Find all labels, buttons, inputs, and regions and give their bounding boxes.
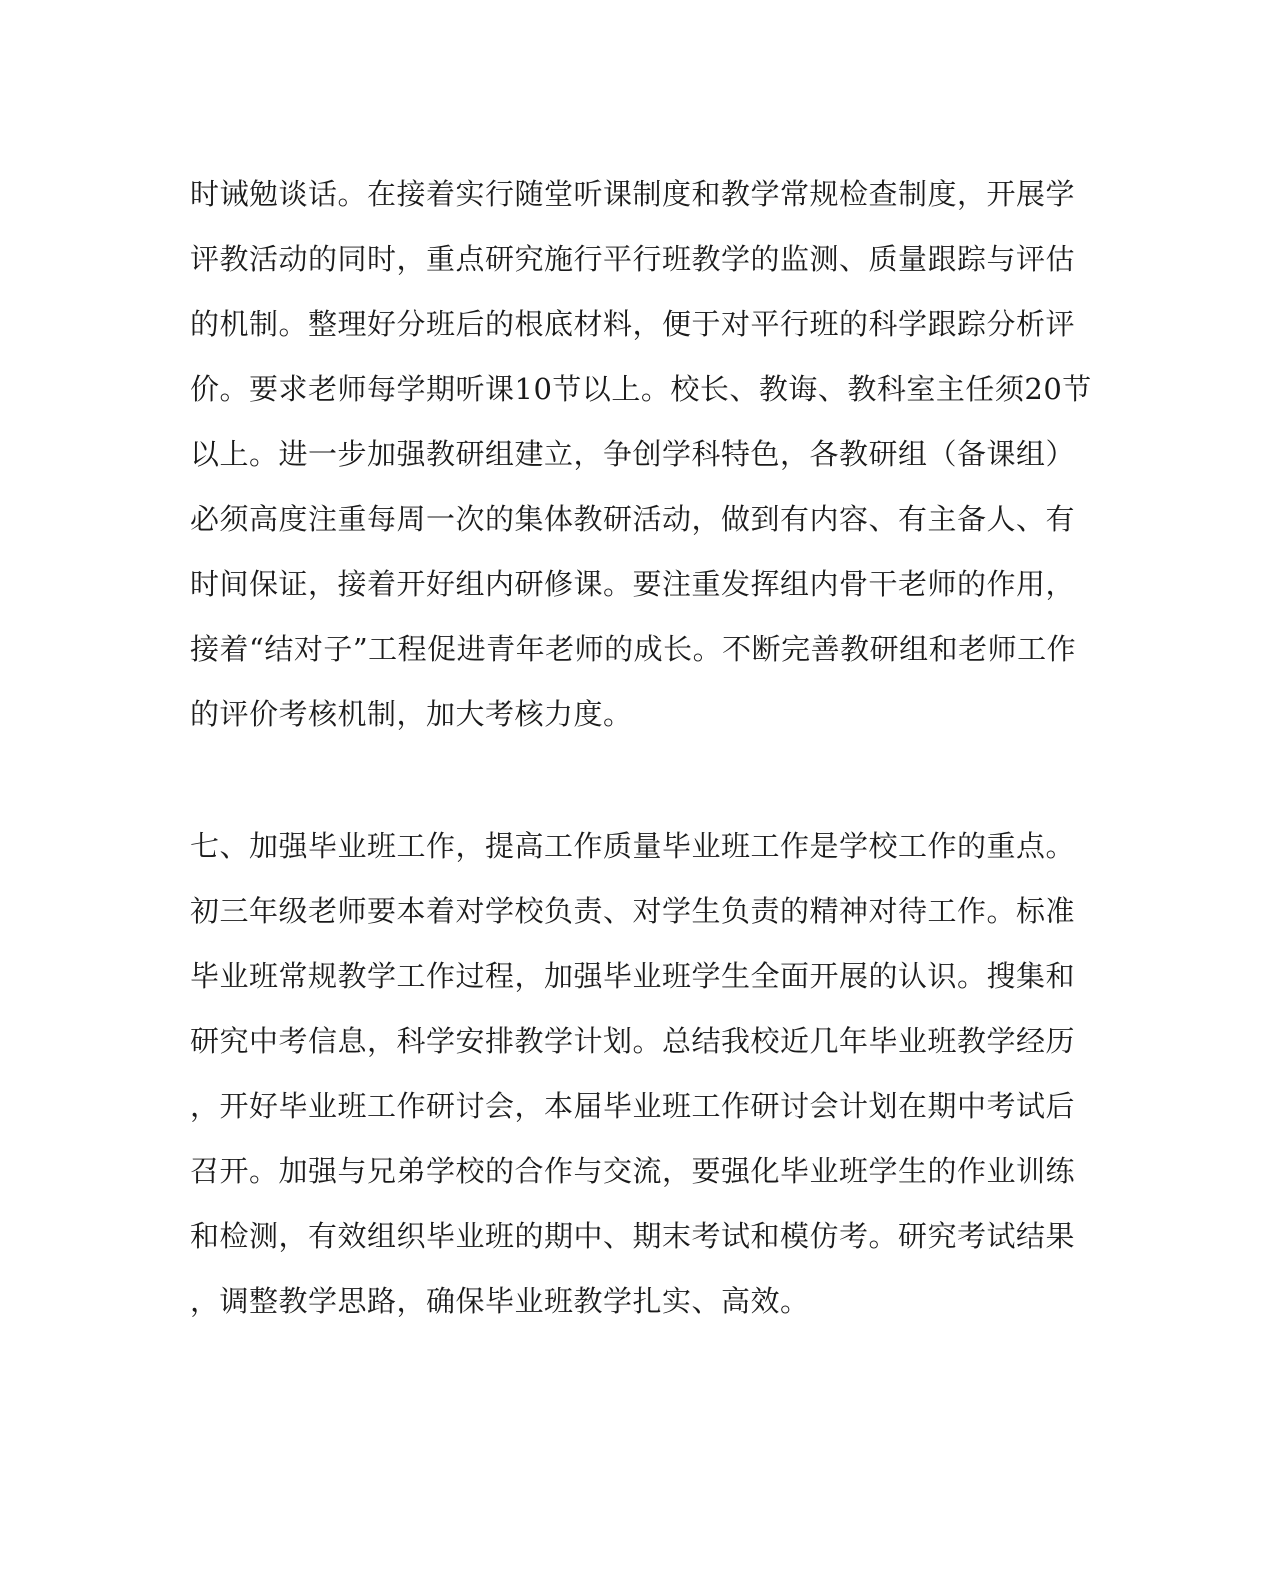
text-line: 研究中考信息，科学安排教学计划。总结我校近几年毕业班教学经历	[190, 1024, 1076, 1058]
text-line: 召开。加强与兄弟学校的合作与交流，要强化毕业班学生的作业训练	[190, 1154, 1076, 1188]
paragraph-1	[190, 162, 1092, 747]
text-line: 评教活动的同时，重点研究施行平行班教学的监测、质量跟踪与评估	[190, 242, 1076, 276]
text-line: 必须高度注重每周一次的集体教研活动，做到有内容、有主备人、有	[190, 502, 1076, 536]
text-line: 价。要求老师每学期听课10节以上。校长、教诲、教科室主任须20节	[190, 372, 1092, 406]
text-line: 初三年级老师要本着对学校负责、对学生负责的精神对待工作。标准	[190, 894, 1076, 928]
text-line: 毕业班常规教学工作过程，加强毕业班学生全面开展的认识。搜集和	[190, 959, 1076, 993]
text-line: 和检测，有效组织毕业班的期中、期末考试和模仿考。研究考试结果	[190, 1219, 1076, 1253]
text-line: 接着“结对子”工程促进青年老师的成长。不断完善教研组和老师工作	[190, 632, 1077, 666]
text-line: 时间保证，接着开好组内研修课。要注重发挥组内骨干老师的作用，	[190, 567, 1076, 601]
text-line: 七、加强毕业班工作，提高工作质量毕业班工作是学校工作的重点。	[190, 829, 1076, 863]
text-line: 的机制。整理好分班后的根底材料，便于对平行班的科学跟踪分析评	[190, 307, 1076, 341]
text-line: ，调整教学思路，确保毕业班教学扎实、高效。	[190, 1284, 810, 1318]
paragraph-2	[190, 814, 1076, 1334]
text-line: 时诫勉谈话。在接着实行随堂听课制度和教学常规检查制度，开展学	[190, 177, 1076, 211]
text-line: ，开好毕业班工作研讨会，本届毕业班工作研讨会计划在期中考试后	[190, 1089, 1076, 1123]
text-line: 的评价考核机制，加大考核力度。	[190, 697, 633, 731]
text-line: 以上。进一步加强教研组建立，争创学科特色，各教研组（备课组）	[190, 437, 1076, 471]
